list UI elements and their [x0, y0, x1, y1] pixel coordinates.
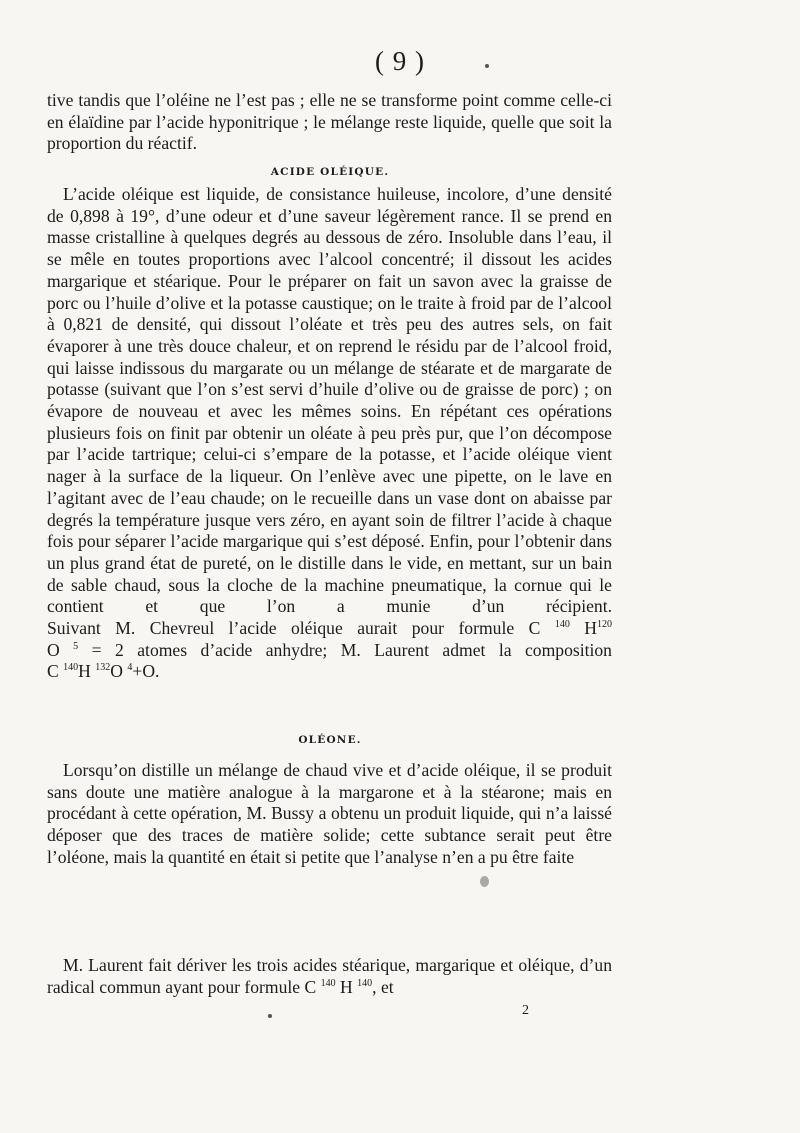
formula2-end: +O.: [132, 661, 160, 682]
formula1-c-subscript: 140: [554, 619, 570, 631]
ink-speck: [268, 1014, 272, 1018]
formula-sentence-start: Suivant M. Chevreul l’acide oléique aurait pour formule C: [47, 618, 541, 639]
closing-paragraph: [47, 955, 612, 998]
section-heading-acide-oleique: ACIDE OLÉIQUE.: [270, 166, 390, 178]
formula-line-1: [47, 618, 612, 640]
closing-h-subscript: 140: [357, 977, 373, 989]
closing-text: [47, 955, 612, 998]
formula1-o-label: O: [47, 639, 60, 660]
formula-sentence-mid: = 2 atomes d’acide anhydre; M. Laurent admet la composition: [91, 639, 612, 660]
formula1-h-label: H: [584, 618, 597, 639]
closing-text-start: M. Laurent fait dériver les trois acides stéarique, margarique et oléique, d’un radical commun ayant pour formule C: [47, 955, 612, 997]
formula2-o-subscript: 4: [127, 662, 133, 674]
oleone-paragraph: Lorsqu’on distille un mélange de chaud vive et d’acide oléique, il se produit sans doute une matière analogue à la margarone et à la stéarone; mais en procédant à cette opération, M. Bussy a obtenu un produit liquide, qui n’a laissé déposer que des traces de matière solide; cette subtance serait peut être l’oléone, mais la quantité en était si petite que l’analyse n’en a pu être faite: [47, 760, 612, 867]
signature-mark: 2: [522, 1003, 529, 1018]
closing-c-subscript: 140: [320, 977, 336, 989]
ink-speck: [485, 64, 489, 68]
formula2-c-label: C: [47, 661, 59, 682]
acide-oleique-paragraph: L’acide oléique est liquide, de consistance huileuse, incolore, d’une densité de 0,898 à 19°, d’une odeur et d’une saveur légèrement rance. Il se prend en masse cristalline à quelques degrés au dessous de zéro. Insoluble dans l’eau, il se mêle en toutes proportions avec l’alcool concentré; il dissout les acides margarique et stéarique. Pour le préparer on fait un savon avec la graisse de porc ou l’huile d’olive et la potasse caustique; on le traite à froid par de l’alcool à 0,821 de densité, qui dissout l’oléate et très peu des autres sels, on fait évaporer à une très douce chaleur, et on reprend le résidu par de l’alcool froid, qui laisse indissous du margarate ou un mélange de stéarate et de margarate de potasse (suivant que l’on s’est servi d’huile d’olive ou de graisse de porc) ; on évapore de nouveau et avec les mêmes soins. En répétant ces opérations plusieurs fois on finit par obtenir un oléate à peu près pur, que l’on décompose par l’acide tartrique; celui-ci s’empare de la potasse, et l’acide oléique vient nager à la surface de la liqueur. On l’enlève avec une pipette, on le lave en l’agitant avec de l’eau chaude; on le recueille dans un vase dont on abaisse par degrés la température jusque vers zéro, en ayant soin de filtrer l’acide à chaque fois pour séparer l’acide margarique qui s’est déposé. Enfin, pour l’obtenir dans un plus grand état de pureté, on le distille dans le vide, en mettant, sur un bain de sable chaud, sous la cloche de la machine pneumatique, la cornue qui le contient et que l’on a munie d’un récipient.: [47, 184, 612, 617]
formula-line-2: [47, 640, 612, 662]
formula2-c-subscript: 140: [63, 662, 79, 674]
section-oleone-body: [47, 760, 612, 869]
formula2-h-label: H: [78, 661, 91, 682]
ink-smudge: [480, 876, 489, 887]
section-acide-oleique-body: [47, 184, 612, 683]
formula1-h-subscript: 120: [597, 619, 612, 631]
intro-paragraph: [47, 90, 612, 155]
closing-h-label: H: [340, 976, 353, 997]
formula1-o-subscript: 5: [73, 640, 79, 652]
closing-end: , et: [372, 976, 394, 997]
formula-line-3: [47, 661, 612, 683]
intro-text: tive tandis que l’oléine ne l’est pas ; elle ne se transforme point comme celle-ci en élaïdine par l’acide hyponitrique ; le mélange reste liquide, quelle que soit la proportion du réactif.: [47, 90, 612, 154]
formula2-h-subscript: 132: [95, 662, 111, 674]
section-heading-oleone: OLÉONE.: [298, 734, 362, 746]
formula2-o-label: O: [110, 661, 123, 682]
page-number: ( 9 ): [375, 46, 425, 76]
